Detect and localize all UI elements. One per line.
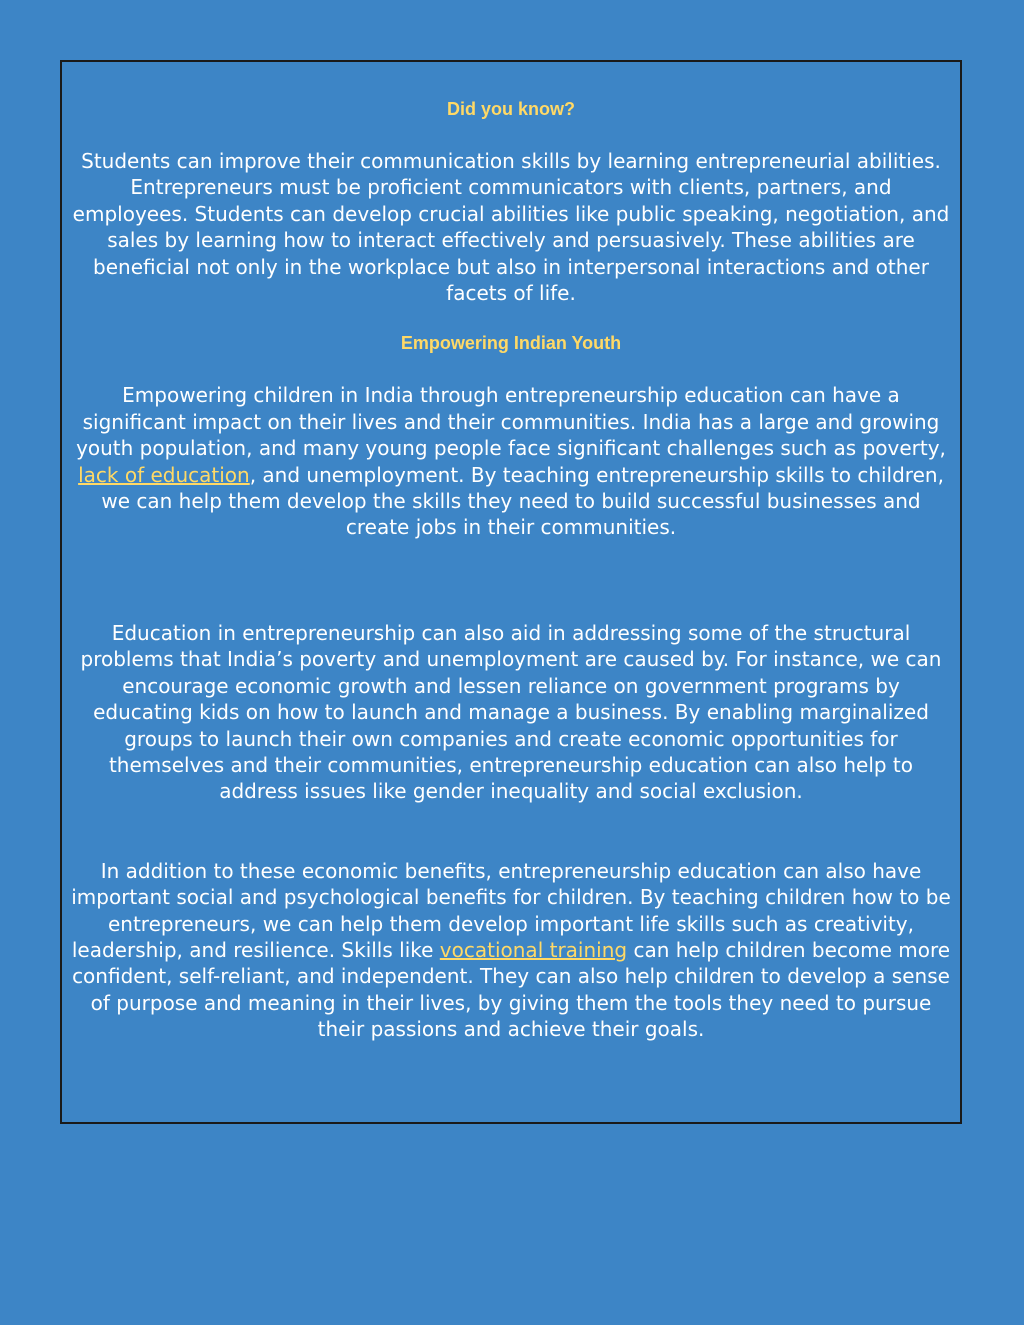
lack-of-education-link[interactable]: lack of education <box>78 462 250 487</box>
paragraph-text: can help children become more confident, self-reliant, and independent. They can also help children to develop a sense of purpose and meaning in their lives, by giving them the tools they need to pursue their passions and achieve their goals. <box>72 937 951 1042</box>
paragraph-text: In addition to these economic benefits, entrepreneurship education can also have important social and psychological benefits for children. By teaching children how to be entrepreneurs, we can help them develop important life skills such as creativity, leadership, and resilience. Skills like <box>71 858 951 962</box>
social-benefits-paragraph <box>70 858 952 1043</box>
structural-problems-paragraph: Education in entrepreneurship can also aid in addressing some of the structural problems that India’s poverty and unemployment are caused by. For instance, we can encourage economic growth and lessen reliance on government programs by educating kids on how to launch and manage a business. By enabling marginalized groups to launch their own companies and create economic opportunities for themselves and their communities, entrepreneurship education can also help to address issues like gender inequality and social exclusion. <box>80 620 942 804</box>
did-you-know-heading: Did you know? <box>447 99 575 119</box>
empowering-indian-youth-heading: Empowering Indian Youth <box>400 333 622 354</box>
empowering-children-paragraph <box>70 382 952 540</box>
vocational-training-link[interactable]: vocational training <box>439 937 628 962</box>
communication-skills-paragraph: Students can improve their communication skills by learning entrepreneurial abilities. Entrepreneurs must be proficient communicators with clients, partners, and employees. Students can develop crucial abilities like public speaking, negotiation, and sales by learning how to interact effectively and persuasively. These abilities are beneficial not only in the workplace but also in interpersonal interactions and other facets of life. <box>72 149 950 306</box>
paragraph-text: Empowering children in India through entrepreneurship education can have a significant impact on their lives and their communities. India has a large and growing youth population, and many young people face significant challenges such as poverty, <box>76 383 946 461</box>
content-panel <box>60 60 962 1124</box>
paragraph-text: , and unemployment. By teaching entrepreneurship skills to children, we can help them develop the skills they need to build successful businesses and create jobs in their communities. <box>101 462 944 540</box>
